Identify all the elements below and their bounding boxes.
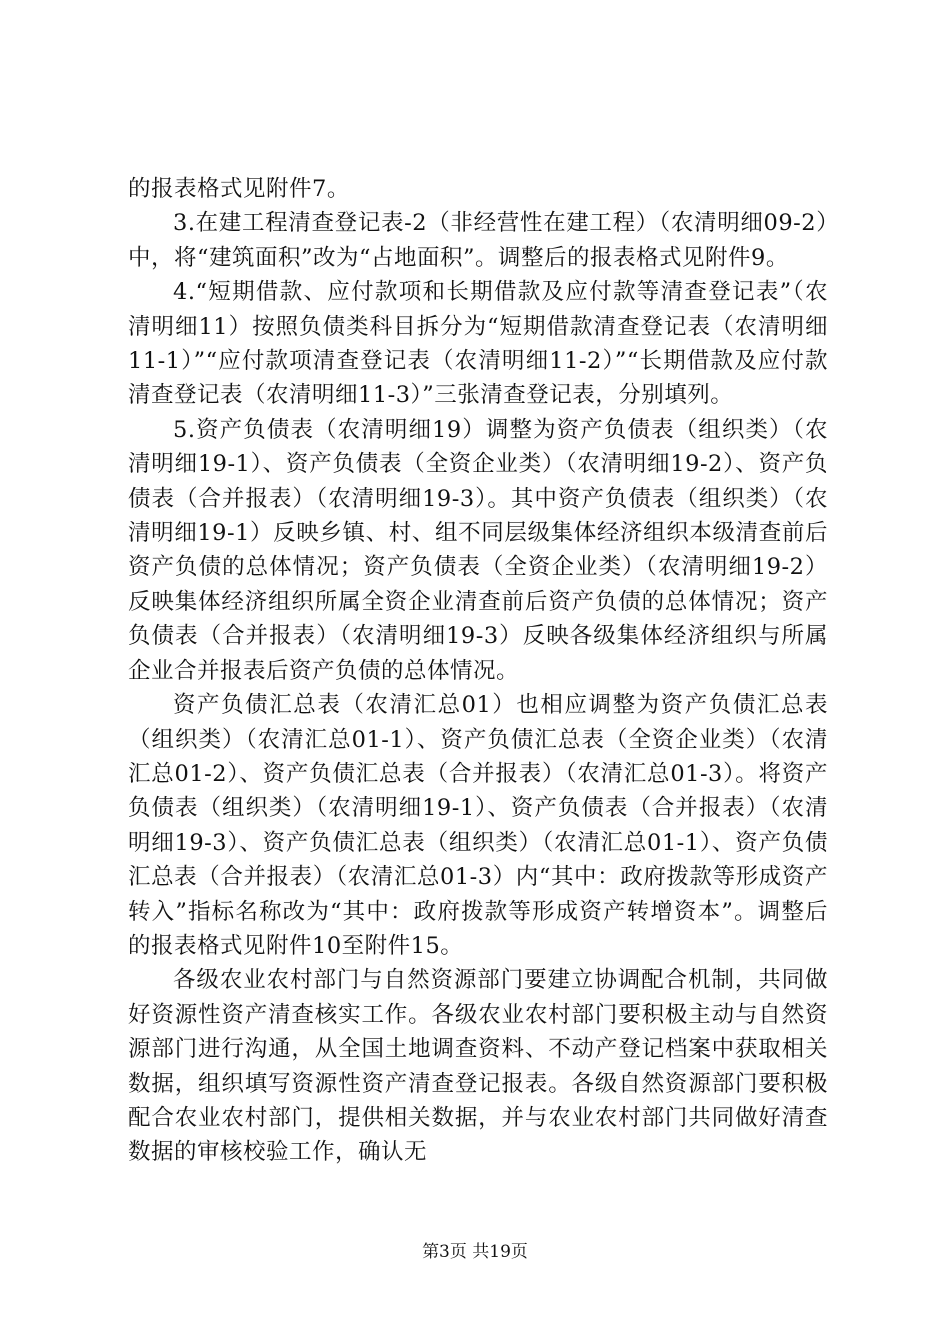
paragraph-coordination: 各级农业农村部门与自然资源部门要建立协调配合机制，共同做好资源性资产清查核实工作。各级农业农村部门要积极主动与自然资源部门进行沟通，从全国土地调查资料、不动产登记档案中获取相关数据，组织填写资源性资产清查登记报表。各级自然资源部门要积极配合农业农村部门，提供相关数据，并与农业农村部门共同做好清查数据的审核校验工作，确认无 (128, 967, 828, 1166)
paragraph-item-3: 3.在建工程清查登记表-2（非经营性在建工程）（农清明细09-2）中，将“建筑面积”改为“占地面积”。调整后的报表格式见附件9。 (128, 210, 828, 271)
paragraph-continuation: 的报表格式见附件7。 (128, 176, 350, 202)
paragraph-item-4: 4.“短期借款、应付款项和长期借款及应付款等清查登记表”（农清明细11）按照负债类科目拆分为“短期借款清查登记表（农清明细11-1）”“应付款项清查登记表（农清明细11-2）”“长期借款及应付款清查登记表（农清明细11-3）”三张清查登记表，分别填列。 (128, 279, 828, 409)
paragraph-item-5: 5.资产负债表（农清明细19）调整为资产负债表（组织类）（农清明细19-1）、资产负债表（全资企业类）（农清明细19-2）、资产负债表（合并报表）（农清明细19-3）。其中资产负债表（组织类）（农清明细19-1）反映乡镇、村、组不同层级集体经济组织本级清查前后资产负债的总体情况；资产负债表（全资企业类）（农清明细19-2）反映集体经济组织所属全资企业清查前后资产负债的总体情况；资产负债表（合并报表）（农清明细19-3）反映各级集体经济组织与所属企业合并报表后资产负债的总体情况。 (128, 416, 828, 684)
paragraph-summary-tables: 资产负债汇总表（农清汇总01）也相应调整为资产负债汇总表（组织类）（农清汇总01-1）、资产负债汇总表（全资企业类）（农清汇总01-2）、资产负债汇总表（合并报表）（农清汇总01-3）。将资产负债表（组织类）（农清明细19-1）、资产负债表（合并报表）（农清明细19-3）、资产负债汇总表（组织类）（农清汇总01-1）、资产负债汇总表（合并报表）（农清汇总01-3）内“其中：政府拨款等形成资产转入”指标名称改为“其中：政府拨款等形成资产转增资本”。调整后的报表格式见附件10至附件15。 (128, 692, 828, 959)
document-body (128, 172, 828, 1170)
page-footer: 第3页 共19页 (422, 1242, 528, 1262)
